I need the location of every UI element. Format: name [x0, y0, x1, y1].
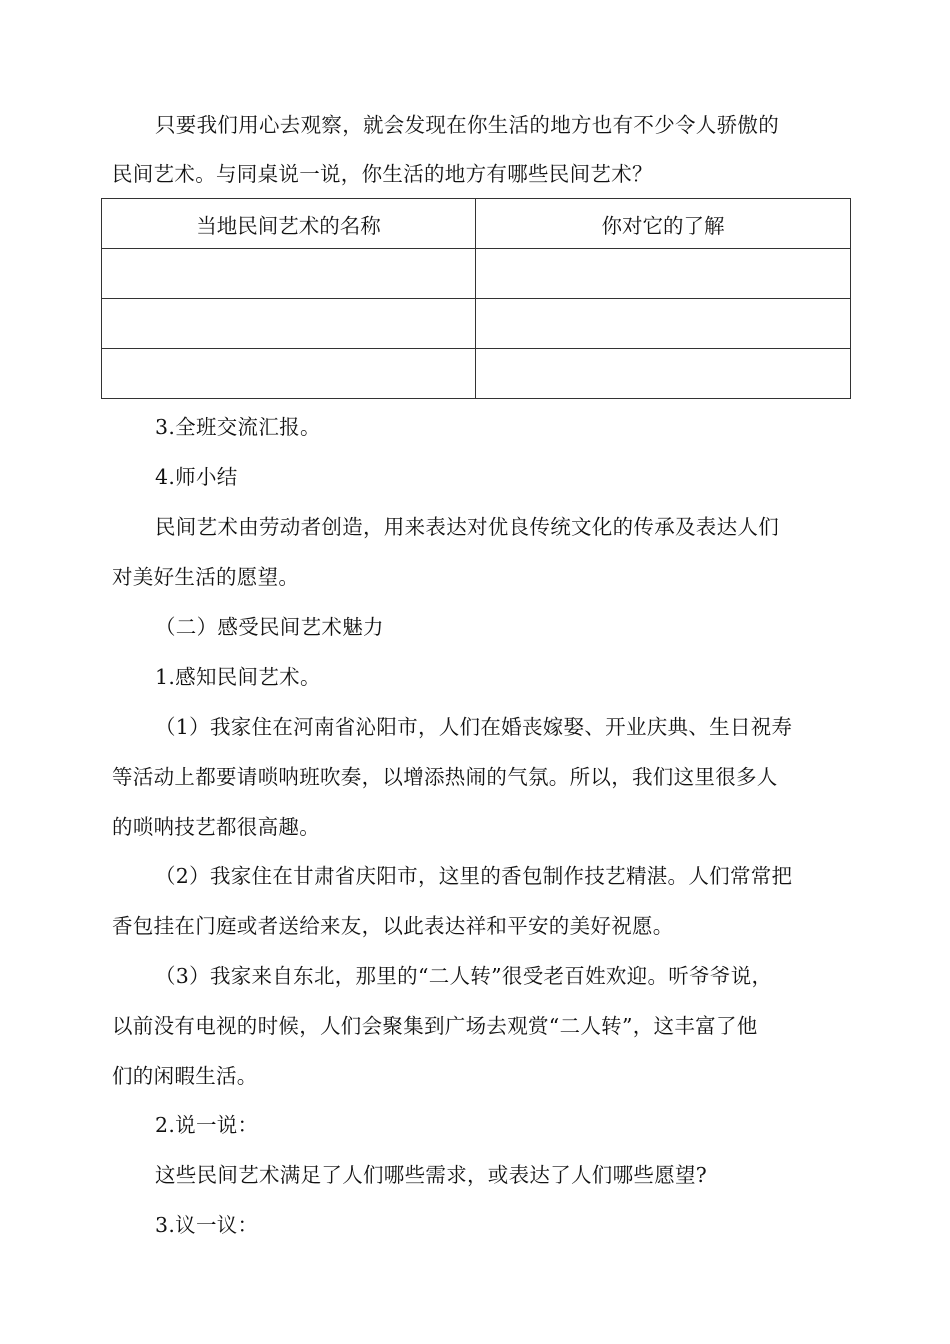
intro-line-2: 民间艺术。与同桌说一说，你生活的地方有哪些民间艺术？ [112, 162, 653, 186]
say-title: 2.说一说： [155, 1113, 259, 1137]
example-3-line-3: 们的闲暇生活。 [112, 1064, 258, 1088]
example-2-line-2: 香包挂在门庭或者送给来友，以此表达祥和平安的美好祝愿。 [112, 914, 674, 938]
table-cell[interactable] [476, 349, 851, 399]
table-row [102, 299, 851, 349]
table-cell[interactable] [102, 249, 476, 299]
summary-line-1: 民间艺术由劳动者创造，用来表达对优良传统文化的传承及表达人们 [155, 515, 779, 539]
step-3-report: 3.全班交流汇报。 [155, 415, 321, 439]
example-1-line-2: 等活动上都要请唢呐班吹奏，以增添热闹的气氛。所以，我们这里很多人 [112, 765, 778, 789]
table-row [102, 349, 851, 399]
perceive-title: 1.感知民间艺术。 [155, 665, 321, 689]
section-2-title: （二）感受民间艺术魅力 [155, 615, 384, 639]
table-header-name: 当地民间艺术的名称 [102, 199, 476, 249]
say-question: 这些民间艺术满足了人们哪些需求，或表达了人们哪些愿望? [155, 1163, 708, 1187]
example-2-line-1: （2）我家住在甘肃省庆阳市，这里的香包制作技艺精湛。人们常常把 [155, 864, 793, 888]
table-cell[interactable] [476, 249, 851, 299]
example-1-line-3: 的唢呐技艺都很高趣。 [112, 815, 320, 839]
discuss-title: 3.议一议： [155, 1213, 259, 1237]
example-1-line-1: （1）我家住在河南省沁阳市，人们在婚丧嫁娶、开业庆典、生日祝寿 [155, 715, 793, 739]
step-4-summary-title: 4.师小结 [155, 465, 238, 489]
example-3-line-1: （3）我家来自东北，那里的“二人转”很受老百姓欢迎。听爷爷说， [155, 964, 773, 988]
example-3-line-2: 以前没有电视的时候，人们会聚集到广场去观赏“二人转”，这丰富了他 [112, 1014, 758, 1038]
summary-line-2: 对美好生活的愿望。 [112, 565, 300, 589]
table-row [102, 249, 851, 299]
table-header-understanding: 你对它的了解 [476, 199, 851, 249]
table-cell[interactable] [476, 299, 851, 349]
intro-line-1: 只要我们用心去观察，就会发现在你生活的地方也有不少令人骄傲的 [155, 113, 779, 137]
folk-art-table [101, 198, 851, 399]
table-cell[interactable] [102, 349, 476, 399]
table-header-row [102, 199, 851, 249]
table-cell[interactable] [102, 299, 476, 349]
